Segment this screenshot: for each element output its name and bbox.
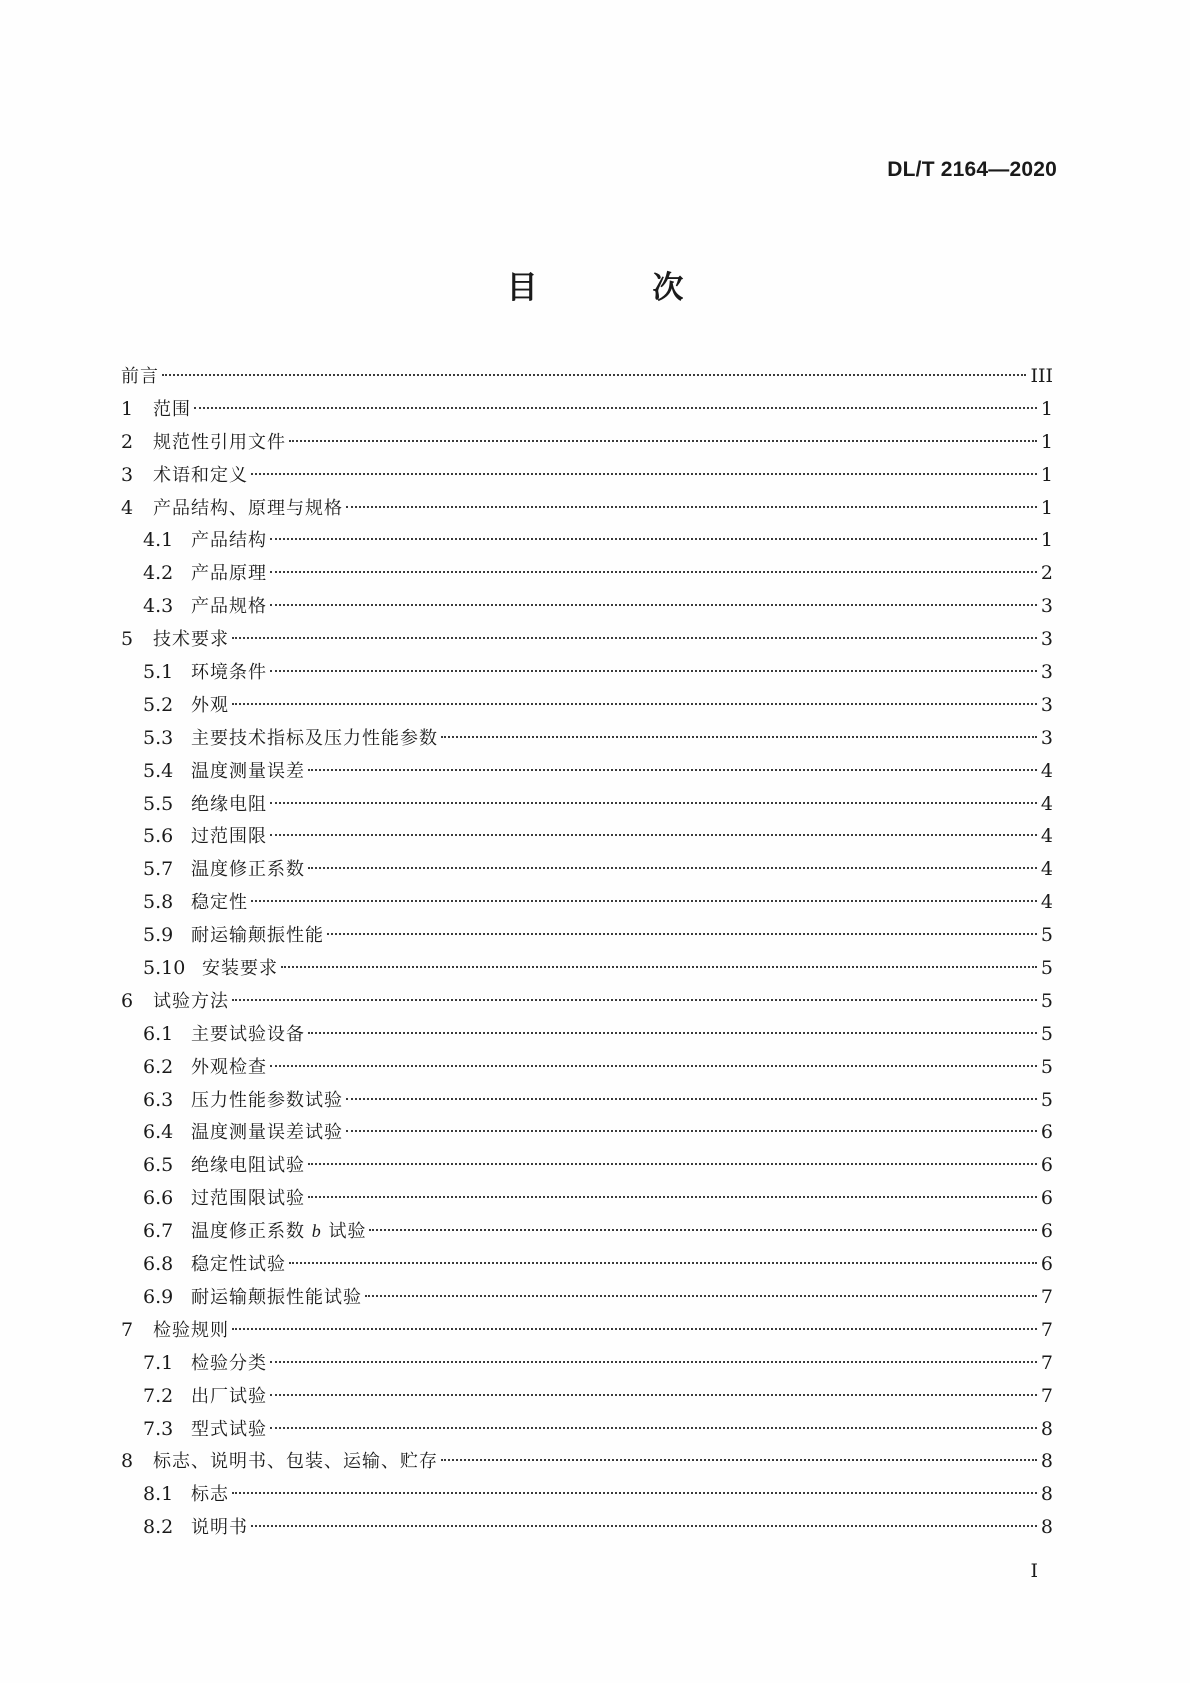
toc-entry-title: 产品规格 — [191, 596, 267, 618]
toc-dot-leader — [251, 900, 1037, 902]
toc-entry[interactable] — [121, 1281, 1053, 1314]
toc-entry-number: 7 — [121, 1318, 134, 1341]
toc-dot-leader — [194, 407, 1037, 409]
toc-entry-title: 技术要求 — [153, 629, 229, 651]
toc-entry[interactable] — [121, 820, 1053, 853]
toc-dot-leader — [270, 1427, 1037, 1429]
toc-entry[interactable] — [121, 393, 1053, 426]
toc-dot-leader — [270, 571, 1037, 573]
toc-entry[interactable] — [121, 1314, 1053, 1347]
toc-entry[interactable] — [121, 1018, 1053, 1051]
toc-entry-page: 1 — [1040, 397, 1053, 420]
toc-entry-number: 7.2 — [143, 1384, 174, 1407]
toc-entry-page: 6 — [1040, 1154, 1053, 1177]
toc-entry-number: 5.5 — [143, 792, 174, 815]
toc-dot-leader — [369, 1229, 1036, 1231]
toc-dot-leader — [232, 703, 1037, 705]
toc-entry-page: 3 — [1040, 726, 1053, 749]
toc-heading: 目 次 — [506, 270, 736, 306]
toc-entry-number: 5.3 — [143, 726, 174, 749]
toc-dot-leader — [232, 637, 1037, 639]
toc-entry-number: 6.1 — [143, 1022, 174, 1045]
toc-entry-number: 4.3 — [143, 595, 174, 618]
toc-entry[interactable] — [121, 1149, 1053, 1182]
toc-dot-leader — [308, 1196, 1037, 1198]
toc-dot-leader — [251, 1525, 1037, 1527]
toc-entry-number: 6 — [121, 989, 134, 1012]
toc-entry-title: 绝缘电阻 — [191, 793, 267, 815]
toc-entry-title: 标志 — [191, 1484, 229, 1506]
toc-entry-page: 5 — [1040, 1055, 1053, 1078]
toc-entry-number: 8.2 — [143, 1516, 174, 1539]
toc-entry[interactable] — [121, 886, 1053, 919]
toc-entry-title: 出厂试验 — [191, 1385, 267, 1407]
toc-entry-title: 温度修正系数 b 试验 — [191, 1221, 367, 1243]
toc-entry-title: 产品结构 — [191, 530, 267, 552]
toc-entry[interactable] — [121, 1084, 1053, 1117]
toc-entry-page: 6 — [1040, 1121, 1053, 1144]
toc-entry-page: 4 — [1040, 858, 1053, 881]
toc-entry[interactable] — [121, 1215, 1053, 1248]
toc-dot-leader — [308, 1032, 1037, 1034]
toc-entry-number: 6.6 — [143, 1187, 174, 1210]
toc-entry-title: 温度测量误差 — [191, 760, 305, 782]
toc-entry[interactable] — [121, 788, 1053, 821]
toc-entry[interactable] — [121, 360, 1053, 393]
toc-entry-page: 5 — [1040, 989, 1053, 1012]
toc-entry[interactable] — [121, 426, 1053, 459]
toc-dot-leader — [346, 506, 1037, 508]
toc-dot-leader — [270, 1394, 1037, 1396]
toc-entry-page: 3 — [1040, 693, 1053, 716]
toc-entry-title: 外观检查 — [191, 1056, 267, 1078]
toc-entry[interactable] — [121, 1347, 1053, 1380]
toc-entry-page: 5 — [1040, 924, 1053, 947]
toc-entry-page: III — [1030, 365, 1053, 387]
toc-entry-page: 3 — [1040, 628, 1053, 651]
toc-dot-leader — [308, 1163, 1037, 1165]
toc-entry[interactable] — [121, 524, 1053, 557]
toc-entry[interactable] — [121, 1248, 1053, 1281]
toc-entry-number: 4.1 — [143, 529, 174, 552]
toc-dot-leader — [232, 1328, 1037, 1330]
toc-entry-number: 5.8 — [143, 891, 174, 914]
toc-dot-leader — [232, 999, 1037, 1001]
toc-entry-page: 1 — [1040, 496, 1053, 519]
toc-entry-number: 4 — [121, 496, 134, 519]
page-number: I — [1030, 1560, 1038, 1582]
toc-entry-page: 6 — [1040, 1187, 1053, 1210]
toc-entry-page: 2 — [1040, 562, 1053, 585]
toc-entry-page: 6 — [1040, 1220, 1053, 1243]
toc-entry-title: 环境条件 — [191, 662, 267, 684]
toc-entry-number: 5.7 — [143, 858, 174, 881]
toc-dot-leader — [441, 1459, 1037, 1461]
toc-dot-leader — [308, 867, 1037, 869]
toc-entry-title: 规范性引用文件 — [153, 431, 286, 453]
toc-entry[interactable] — [121, 952, 1053, 985]
toc-entry-page: 7 — [1040, 1318, 1053, 1341]
toc-entry-page: 8 — [1040, 1516, 1053, 1539]
toc-entry-title: 产品结构、原理与规格 — [153, 497, 343, 519]
toc-entry[interactable] — [121, 1380, 1053, 1413]
toc-entry-page: 3 — [1040, 595, 1053, 618]
toc-entry[interactable] — [121, 755, 1053, 788]
toc-entry-title: 标志、说明书、包装、运输、贮存 — [153, 1451, 438, 1473]
toc-entry-number: 7.1 — [143, 1351, 174, 1374]
toc-entry-title: 主要技术指标及压力性能参数 — [191, 727, 438, 749]
toc-entry-title: 温度测量误差试验 — [191, 1122, 343, 1144]
toc-entry-title: 范围 — [153, 398, 191, 420]
toc-entry[interactable] — [121, 1413, 1053, 1446]
toc-entry[interactable] — [121, 623, 1053, 656]
toc-dot-leader — [251, 473, 1037, 475]
toc-dot-leader — [162, 374, 1026, 376]
toc-dot-leader — [365, 1295, 1037, 1297]
toc-entry-number: 5 — [121, 628, 134, 651]
toc-entry-number: 6.2 — [143, 1055, 174, 1078]
toc-entry-title: 外观 — [191, 694, 229, 716]
toc-entry[interactable] — [121, 919, 1053, 952]
toc-entry-page: 8 — [1040, 1450, 1053, 1473]
toc-dot-leader — [289, 440, 1037, 442]
toc-entry[interactable] — [121, 1511, 1053, 1544]
toc-entry-page: 5 — [1040, 957, 1053, 980]
toc-dot-leader — [270, 670, 1037, 672]
toc-entry-page: 4 — [1040, 891, 1053, 914]
toc-entry-title: 温度修正系数 — [191, 859, 305, 881]
toc-entry-number: 7.3 — [143, 1417, 174, 1440]
toc-entry-title: 稳定性试验 — [191, 1254, 286, 1276]
toc-entry-number: 5.4 — [143, 759, 174, 782]
toc-entry[interactable] — [121, 985, 1053, 1018]
toc-entry[interactable] — [121, 1182, 1053, 1215]
toc-entry-title: 绝缘电阻试验 — [191, 1155, 305, 1177]
variable-b: b — [311, 1221, 322, 1242]
toc-dot-leader — [441, 736, 1037, 738]
toc-entry-page: 4 — [1040, 825, 1053, 848]
toc-entry-page: 1 — [1040, 463, 1053, 486]
toc-dot-leader — [270, 1065, 1037, 1067]
toc-entry[interactable] — [121, 656, 1053, 689]
toc-entry[interactable] — [121, 1445, 1053, 1478]
toc-dot-leader — [270, 1361, 1037, 1363]
toc-entry-page: 5 — [1040, 1088, 1053, 1111]
toc-entry-page: 8 — [1040, 1483, 1053, 1506]
toc-entry-title: 产品原理 — [191, 563, 267, 585]
toc-entry-number: 6.4 — [143, 1121, 174, 1144]
toc-entry-number: 6.9 — [143, 1285, 174, 1308]
toc-entry-title: 耐运输颠振性能试验 — [191, 1286, 362, 1308]
table-of-contents — [121, 360, 1053, 1544]
toc-dot-leader — [346, 1098, 1037, 1100]
toc-entry-number: 5.6 — [143, 825, 174, 848]
toc-entry[interactable] — [121, 459, 1053, 492]
toc-entry-number: 6.8 — [143, 1253, 174, 1276]
toc-dot-leader — [327, 933, 1037, 935]
toc-dot-leader — [270, 538, 1037, 540]
toc-entry-page: 7 — [1040, 1384, 1053, 1407]
toc-dot-leader — [281, 966, 1037, 968]
toc-entry-number: 6.3 — [143, 1088, 174, 1111]
toc-entry-number: 8.1 — [143, 1483, 174, 1506]
toc-entry-page: 4 — [1040, 759, 1053, 782]
toc-dot-leader — [346, 1130, 1037, 1132]
toc-entry[interactable] — [121, 853, 1053, 886]
toc-entry[interactable] — [121, 722, 1053, 755]
toc-entry-title: 术语和定义 — [153, 464, 248, 486]
toc-entry-number: 5.1 — [143, 661, 174, 684]
toc-entry[interactable] — [121, 557, 1053, 590]
toc-entry-title: 安装要求 — [202, 958, 278, 980]
toc-entry-page: 7 — [1040, 1285, 1053, 1308]
toc-entry-page: 3 — [1040, 661, 1053, 684]
toc-entry-title: 前言 — [121, 366, 159, 387]
toc-entry-page: 1 — [1040, 529, 1053, 552]
toc-entry[interactable] — [121, 590, 1053, 623]
toc-dot-leader — [232, 1492, 1037, 1494]
toc-entry-number: 5.9 — [143, 924, 174, 947]
toc-entry-title: 过范围限试验 — [191, 1188, 305, 1210]
toc-dot-leader — [270, 834, 1037, 836]
toc-dot-leader — [270, 802, 1037, 804]
toc-entry-page: 5 — [1040, 1022, 1053, 1045]
toc-entry[interactable] — [121, 1051, 1053, 1084]
toc-entry-title: 过范围限 — [191, 826, 267, 848]
toc-entry-title: 耐运输颠振性能 — [191, 925, 324, 947]
toc-entry-title: 说明书 — [191, 1517, 248, 1539]
toc-entry-title: 检验规则 — [153, 1319, 229, 1341]
toc-entry-title: 检验分类 — [191, 1352, 267, 1374]
toc-entry-number: 6.7 — [143, 1220, 174, 1243]
toc-entry-page: 7 — [1040, 1351, 1053, 1374]
toc-entry-title: 稳定性 — [191, 892, 248, 914]
toc-entry-title: 试验方法 — [153, 990, 229, 1012]
toc-entry-page: 6 — [1040, 1253, 1053, 1276]
toc-entry-title: 型式试验 — [191, 1418, 267, 1440]
toc-entry-number: 5.2 — [143, 693, 174, 716]
toc-entry-title: 主要试验设备 — [191, 1023, 305, 1045]
toc-entry-number: 1 — [121, 397, 134, 420]
toc-entry-title: 压力性能参数试验 — [191, 1089, 343, 1111]
toc-entry-number: 4.2 — [143, 562, 174, 585]
toc-entry-page: 4 — [1040, 792, 1053, 815]
toc-entry-number: 2 — [121, 430, 134, 453]
toc-dot-leader — [270, 604, 1037, 606]
toc-entry[interactable] — [121, 492, 1053, 525]
toc-entry[interactable] — [121, 1116, 1053, 1149]
toc-entry-page: 8 — [1040, 1417, 1053, 1440]
toc-entry-number: 3 — [121, 463, 134, 486]
toc-dot-leader — [308, 769, 1037, 771]
toc-entry[interactable] — [121, 1478, 1053, 1511]
toc-entry-number: 6.5 — [143, 1154, 174, 1177]
toc-entry[interactable] — [121, 689, 1053, 722]
toc-dot-leader — [289, 1262, 1037, 1264]
toc-entry-number: 8 — [121, 1450, 134, 1473]
toc-entry-number: 5.10 — [143, 957, 186, 980]
document-code: DL/T 2164—2020 — [887, 158, 1057, 181]
toc-entry-page: 1 — [1040, 430, 1053, 453]
